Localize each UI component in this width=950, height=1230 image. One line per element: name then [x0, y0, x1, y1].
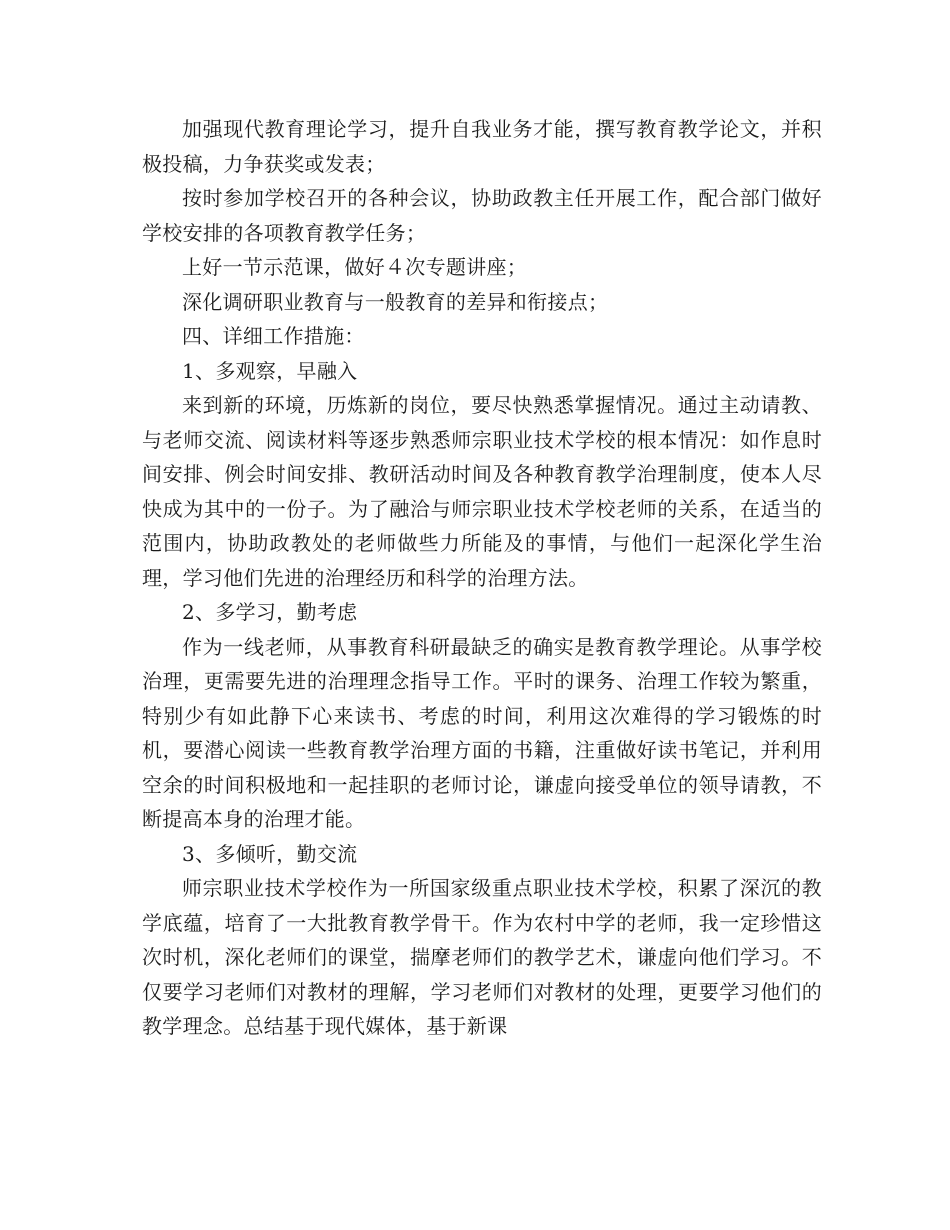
paragraph-meetings: 按时参加学校召开的各种会议，协助政教主任开展工作，配合部门做好学校安排的各项教育教学任务； — [142, 186, 822, 245]
subheading-listen: 3、多倾听，勤交流 — [182, 841, 358, 866]
paragraph-writing-papers: 加强现代教育理论学习，提升自我业务才能，撰写教育教学论文，并积极投稿，力争获奖或发表； — [142, 117, 822, 176]
section-heading-measures: 四、详细工作措施： — [182, 324, 365, 348]
paragraph-observe: 来到新的环境，历炼新的岗位，要尽快熟悉掌握情况。通过主动请教、与老师交流、阅读材料等逐步熟悉师宗职业技术学校的根本情况：如作息时间安排、例会时间安排、教研活动时间及各种教育教学治理制度，使本人尽快成为其中的一份子。为了融洽与师宗职业技术学校老师的关系，在适当的范围内，协助政教处的老师做些力所能及的事情，与他们一起深化学生治理，学习他们先进的治理经历和科学的治理方法。 — [142, 393, 822, 590]
subheading-observe: 1、多观察，早融入 — [182, 358, 358, 383]
document-body — [142, 112, 822, 1044]
paragraph-demo-lesson: 上好一节示范课，做好４次专题讲座； — [182, 255, 528, 279]
subheading-study: 2、多学习，勤考虑 — [182, 600, 358, 624]
paragraph-research: 深化调研职业教育与一般教育的差异和衔接点； — [182, 289, 609, 314]
paragraph-listen: 师宗职业技术学校作为一所国家级重点职业技术学校，积累了深沉的教学底蕴，培育了一大批教育教学骨干。作为农村中学的老师，我一定珍惜这次时机，深化老师们的课堂，揣摩老师们的教学艺术，谦虚向他们学习。不仅要学习老师们对教材的理解，学习老师们对教材的处理，更要学习他们的教学理念。总结基于现代媒体，基于新课 — [142, 876, 822, 1038]
paragraph-study: 作为一线老师，从事教育科研最缺乏的确实是教育教学理论。从事学校治理，更需要先进的治理理念指导工作。平时的课务、治理工作较为繁重，特别少有如此静下心来读书、考虑的时间，利用这次难得的学习锻炼的时机，要潜心阅读一些教育教学治理方面的书籍，注重做好读书笔记，并利用空余的时间积极地和一起挂职的老师讨论，谦虚向接受单位的领导请教，不断提高本身的治理才能。 — [142, 634, 822, 831]
